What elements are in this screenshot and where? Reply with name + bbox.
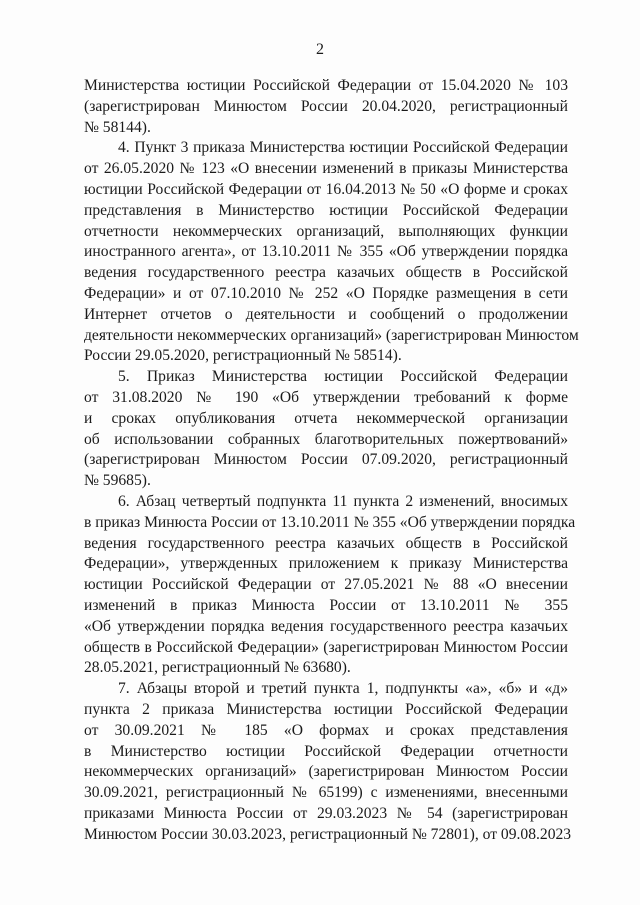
- text-line: № 59685).: [84, 472, 151, 490]
- text-line: приказами Минюста России от 29.03.2023 № 54 (зарегистрирован: [84, 804, 568, 822]
- text-line: 30.09.2021, регистрационный № 65199) с изменениями, внесенными: [84, 784, 568, 802]
- text-line: обществ в Российской Федерации» (зарегистрирован Минюстом России: [84, 638, 568, 656]
- paragraph-item-5: [84, 367, 568, 492]
- text-line: 6. Абзац четвертый подпункта 11 пункта 2 изменений, вносимых: [118, 492, 568, 510]
- paragraph-item-4: [84, 138, 579, 367]
- text-line: 28.05.2021, регистрационный № 63680).: [84, 659, 351, 677]
- text-line: от 26.05.2020 № 123 «О внесении изменений в приказы Министерства: [84, 160, 568, 178]
- text-line: и сроках опубликования отчета некоммерческой организации: [84, 409, 568, 427]
- text-line: 5. Приказ Министерства юстиции Российской Федерации: [118, 368, 568, 386]
- text-line: ведения государственного реестра казачьих обществ в Российской: [84, 534, 568, 552]
- text-line: изменений в приказ Минюста России от 13.10.2011 № 355: [84, 596, 568, 614]
- text-line: ведения государственного реестра казачьих обществ в Российской: [84, 264, 568, 282]
- text-line: Министерства юстиции Российской Федерации от 15.04.2020 № 103: [84, 77, 568, 94]
- text-line: Интернет отчетов о деятельности и сообщений о продолжении: [84, 305, 568, 323]
- text-line: деятельности некоммерческих организаций» (зарегистрирован Минюстом: [84, 326, 579, 344]
- text-line: Федерации» и от 07.10.2010 № 252 «О Порядке размещения в сети: [84, 284, 568, 302]
- text-line: № 58144).: [84, 118, 151, 136]
- text-line: юстиции Российской Федерации от 16.04.2013 № 50 «О форме и сроках: [84, 180, 568, 198]
- paragraph-item-6: [84, 492, 576, 679]
- text-line: в приказ Минюста России от 13.10.2011 № 355 «Об утверждении порядка: [84, 513, 576, 531]
- text-line: отчетности некоммерческих организаций, выполняющих функции: [84, 222, 568, 240]
- text-line: Минюстом России 30.03.2023, регистрационный № 72801), от 09.08.2023: [84, 825, 572, 843]
- text-line: от 30.09.2021 № 185 «О формах и сроках представления: [84, 721, 568, 739]
- document-body: [84, 76, 579, 845]
- text-line: иностранного агента», от 13.10.2011 № 355 «Об утверждении порядка: [84, 243, 568, 261]
- text-line: (зарегистрирован Минюстом России 20.04.2020, регистрационный: [84, 97, 568, 115]
- text-line: (зарегистрирован Минюстом России 07.09.2020, регистрационный: [84, 451, 568, 469]
- text-line: от 31.08.2020 № 190 «Об утверждении требований к форме: [84, 388, 568, 406]
- text-line: 7. Абзацы второй и третий пункта 1, подпункты «а», «б» и «д»: [118, 680, 568, 698]
- text-line: России 29.05.2020, регистрационный № 58514).: [84, 347, 402, 365]
- paragraph-item-7: [84, 679, 572, 845]
- text-line: Федерации», утвержденных приложением к приказу Министерства: [84, 555, 568, 573]
- text-line: некоммерческих организаций» (зарегистрирован Минюстом России: [84, 763, 568, 781]
- text-line: 4. Пункт 3 приказа Министерства юстиции Российской Федерации: [118, 139, 568, 157]
- text-line: представления в Министерство юстиции Российской Федерации: [84, 201, 568, 219]
- text-line: пункта 2 приказа Министерства юстиции Российской Федерации: [84, 700, 568, 718]
- text-line: «Об утверждении порядка ведения государственного реестра казачьих: [84, 617, 568, 635]
- text-line: юстиции Российской Федерации от 27.05.2021 № 88 «О внесении: [84, 576, 568, 594]
- page-number: 2: [316, 41, 324, 58]
- paragraph-continuation: [84, 76, 568, 138]
- text-line: в Министерство юстиции Российской Федерации отчетности: [84, 742, 568, 760]
- text-line: об использовании собранных благотворительных пожертвований»: [84, 430, 568, 448]
